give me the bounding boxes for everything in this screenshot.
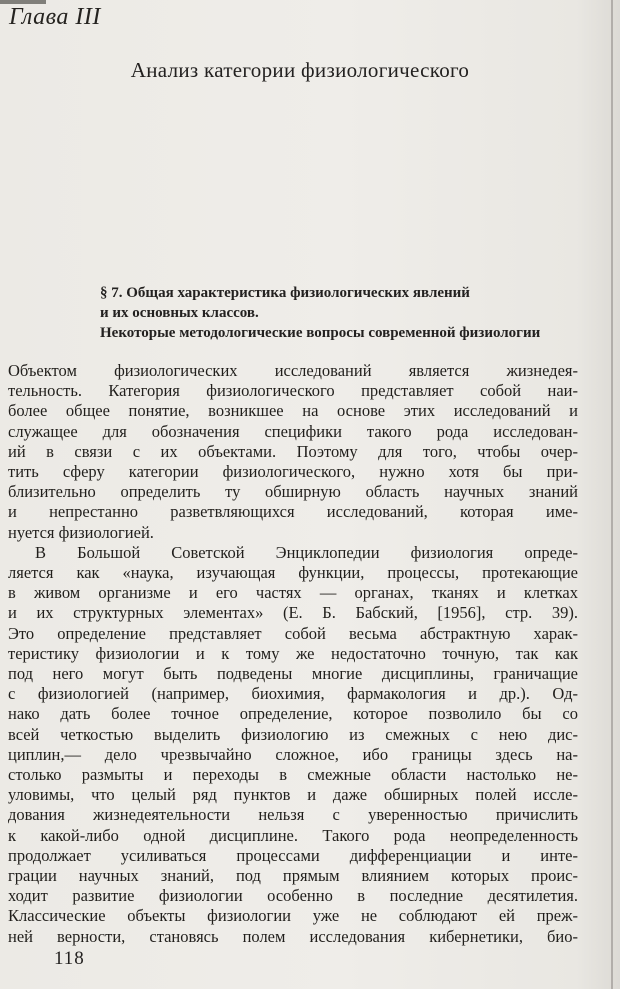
- text-line: к какой-либо одной дисциплине. Такого рода неопределенность: [8, 825, 578, 845]
- text-line: грации научных знаний, под прямым влиянием которых проис-: [8, 866, 578, 886]
- text-line: Это определение представляет собой весьма абстрактную харак-: [8, 623, 578, 643]
- text-line: Классические объекты физиологии уже не соблюдают ей преж-: [8, 906, 578, 926]
- text-line: тельность. Категория физиологического представляет собой наи-: [8, 381, 578, 401]
- text-line: ней верности, становясь полем исследования кибернетики, био-: [8, 926, 578, 946]
- page-number: 118: [54, 948, 85, 969]
- text-line: циплин,— дело чрезвычайно сложное, ибо границы здесь на-: [8, 744, 578, 764]
- text-line: более общее понятие, возникшее на основе этих исследований и: [8, 401, 578, 421]
- paragraph-1: [8, 361, 578, 543]
- chapter-heading: Глава III: [9, 4, 101, 30]
- text-line: тить сферу категории физиологического, нужно хотя бы при-: [8, 462, 578, 482]
- text-line: дования жизнедеятельности нельзя с уверенностью причислить: [8, 805, 578, 825]
- text-line: ходит развитие физиологии особенно в последние десятилетия.: [8, 886, 578, 906]
- scan-edge-line: [611, 0, 613, 989]
- text-line: В Большой Советской Энциклопедии физиология опреде-: [35, 542, 578, 562]
- text-line: ий в связи с их объектами. Поэтому для того, чтобы очер-: [8, 441, 578, 461]
- body-text: [8, 361, 578, 947]
- text-line: теристику физиологии и к тому же недостаточно точную, так как: [8, 643, 578, 663]
- text-line: продолжает усиливаться процессами дифференциации и инте-: [8, 845, 578, 865]
- text-line: всей четкостью выделить физиологию из смежных с нею дис-: [8, 724, 578, 744]
- text-line: Объектом физиологических исследований является жизнедея-: [8, 361, 578, 380]
- text-line: § 7. Общая характеристика физиологических явлений: [100, 285, 470, 301]
- text-line: ляется как «наука, изучающая функции, процессы, протекающие: [8, 563, 578, 583]
- text-line: нуется физиологией.: [8, 522, 154, 542]
- text-line: и непрестанно разветвляющихся исследований, которая име-: [8, 502, 578, 522]
- page-title: Анализ категории физиологического: [130, 58, 470, 82]
- text-line: и их основных классов.: [100, 305, 259, 321]
- text-line: столько размыты и переходы в смежные области настолько не-: [8, 765, 578, 785]
- text-line: в живом организме и его частях — органах, тканях и клетках: [8, 583, 578, 603]
- section-heading: [100, 283, 590, 343]
- paragraph-2: [8, 543, 578, 947]
- text-line: и их структурных элементах» (Е. Б. Бабский, [1956], стр. 39).: [8, 603, 578, 623]
- text-line: близительно определить ту обширную область научных знаний: [8, 482, 578, 502]
- text-line: с физиологией (например, биохимия, фармакология и др.). Од-: [8, 684, 578, 704]
- text-line: служащее для обозначения специфики такого рода исследован-: [8, 421, 578, 441]
- text-line: уловимы, что целый ряд пунктов и даже обширных полей иссле-: [8, 785, 578, 805]
- text-line: Некоторые методологические вопросы современной физиологии: [100, 325, 541, 341]
- text-line: нако дать более точное определение, которое позволило бы со: [8, 704, 578, 724]
- text-line: под него могут быть подведены многие дисциплины, граничащие: [8, 664, 578, 684]
